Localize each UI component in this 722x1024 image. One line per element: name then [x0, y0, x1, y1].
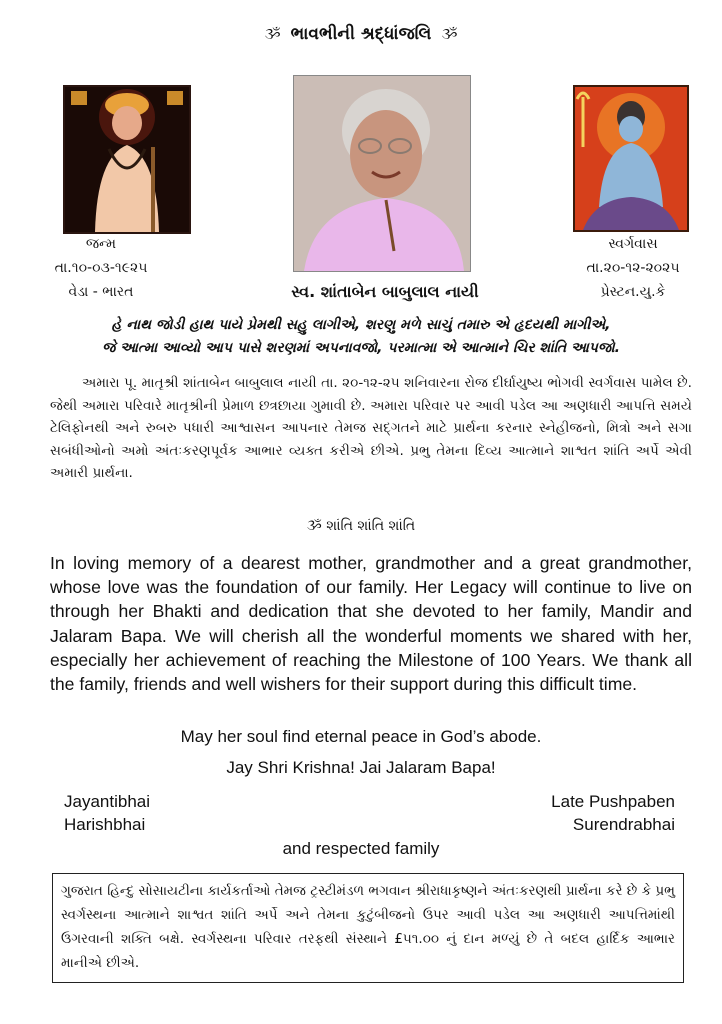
notice-text: ગુજરાત હિન્દુ સોસાયટીના કાર્યકર્તાઓ તેમજ ટ્રસ્ટીમંડળ ભગવાન શ્રીરાધાકૃષ્ણને અંતઃકરણથી પ્રાર્થના કરે છે કે પ્રભુ સ્વર્ગસ્થના આત્માને શાશ્વત શાંતિ અર્પે અને તેમના કુટુંબીજનો ઉપર આવી પડેલ આ અણધારી આપત્તિમાંથી ઉગરવાની શક્તિ બક્ષે. સ્વર્ગસ્થના પરિવાર તરફથી સંસ્થાને £૫૧.૦૦ નું દાન મળ્યું છે તે બદલ હાર્દિક આભાર માનીએ છીએ.: [61, 883, 675, 971]
om-symbol-icon: ૐ: [264, 25, 281, 43]
om-symbol-icon: ૐ: [441, 25, 458, 43]
shiva-image: [573, 85, 689, 232]
family-names-right: [551, 790, 675, 836]
portrait-image: [293, 75, 471, 272]
family-names-left: [64, 790, 150, 836]
verse-line: હે નાથ જોડી હાથ પાયે પ્રેમથી સહુ લાગીએ, શરણુ મળે સાચું તમારુ એ હૃદયથી માગીએ,: [111, 317, 611, 333]
death-info: [553, 232, 713, 304]
birth-date: તા.૧૦-૦૩-૧૯૨૫: [54, 260, 148, 276]
death-label: સ્વર્ગવાસ: [608, 236, 658, 252]
birth-info: [28, 232, 174, 304]
shiva-illustration: [575, 87, 687, 230]
portrait-illustration: [294, 76, 470, 271]
birth-place: વેડા - ભારત: [68, 284, 134, 300]
greeting-line: Jay Shri Krishna! Jai Jalaram Bapa!: [226, 758, 496, 777]
family-member: Late Pushpaben: [551, 792, 675, 811]
death-place: પ્રેસ્ટન.યુ.કે: [600, 284, 666, 300]
page-title: [0, 24, 722, 44]
verse-line: જે આત્મા આવ્યો આપ પાસે શરણમાં અપનાવજો, પરમાત્મા એ આત્માને ચિર શાંતિ આપજો.: [102, 340, 620, 356]
jalaram-bapa-illustration: [65, 87, 189, 232]
family-closing: and respected family: [282, 839, 440, 858]
title-text: ભાવભીની શ્રદ્ધાંજલિ: [290, 24, 432, 44]
soul-line: May her soul find eternal peace in God’s abode.: [180, 727, 542, 746]
birth-label: જન્મ: [85, 236, 117, 252]
family-member: Surendrabhai: [572, 815, 675, 834]
society-notice-box: [52, 873, 684, 983]
prayer-verse: [0, 314, 722, 360]
family-member: Harishbhai: [64, 815, 146, 834]
shanti-line: ૐ શાંતિ શાંતિ શાંતિ: [306, 518, 416, 534]
deceased-name: સ્વ. શાંતાબેન બાબુલાલ નાયી: [291, 282, 479, 301]
family-member: Jayantibhai: [64, 792, 151, 811]
english-message: In loving memory of a dearest mother, grandmother and a great grandmother, whose love was the foundation of our family. Her Legacy will continue to live on through her Bhakti and dedication that she devoted to her family, Mandir and Jalaram Bapa. We will cherish all the wonderful moments we shared with her, especially her achievement of reaching the Milestone of 100 Years. We thank all the family, friends and well wishers for their support during this difficult time.: [50, 553, 692, 695]
gujarati-message: અમારા પૂ. માતૃશ્રી શાંતાબેન બાબુલાલ નાયી તા. ૨૦-૧૨-૨૫ શનિવારના રોજ દીર્ઘાયુષ્ય ભોગવી સ્વર્ગવાસ પામેલ છે. જેથી અમારા પરિવારે માતૃશ્રીની પ્રેમાળ છત્રછાયા ગુમાવી છે. અમારા પરિવાર પર આવી પડેલ આ અણધારી આપત્તિ સમયે ટેલિફોનથી અને રુબરુ પધારી આશ્વાસન આપનાર તેમજ સદ્ગતને માટે પ્રાર્થના કરનાર સ્નેહીજનો, મિત્રો અને સગા સબંધીઓનો અમો અંતઃકરણપૂર્વક આભાર વ્યક્ત કરીએ છીએ. પ્રભુ તેમના દિવ્ય આત્માને શાશ્વત શાંતિ અર્પે એવી અમારી પ્રાર્થના.: [50, 375, 692, 481]
jalaram-bapa-image: [63, 85, 191, 234]
death-date: તા.૨૦-૧૨-૨૦૨૫: [586, 260, 680, 276]
